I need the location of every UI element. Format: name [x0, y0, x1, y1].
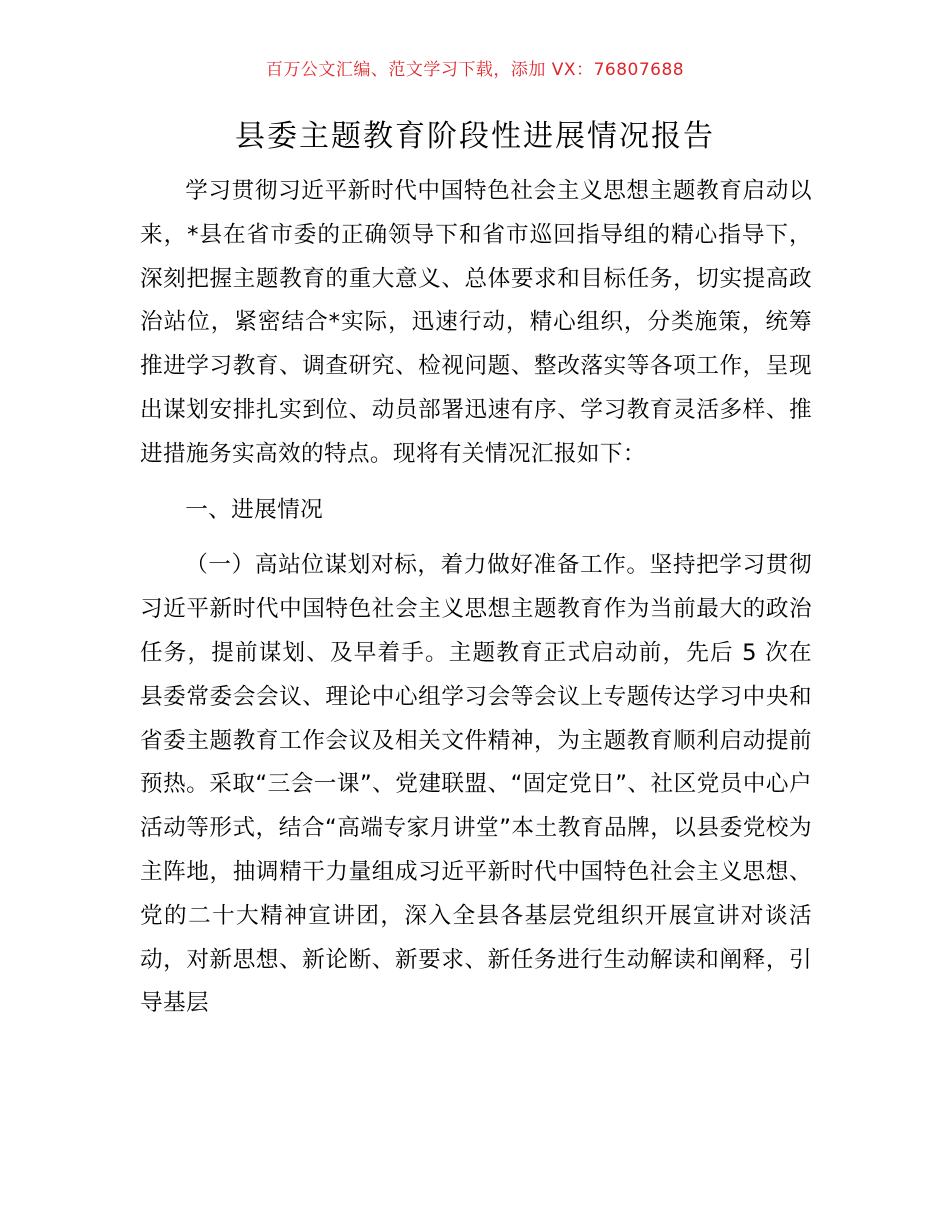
document-body — [140, 170, 812, 1026]
intro-paragraph: 学习贯彻习近平新时代中国特色社会主义思想主题教育启动以来，*县在省市委的正确领导下和省市巡回指导组的精心指导下，深刻把握主题教育的重大意义、总体要求和目标任务，切实提高政治站位，紧密结合*实际，迅速行动，精心组织，分类施策，统筹推进学习教育、调查研究、检视问题、整改落实等各项工作，呈现出谋划安排扎实到位、动员部署迅速有序、学习教育灵活多样、推进措施务实高效的特点。现将有关情况汇报如下： — [140, 178, 812, 467]
header-watermark-note: 百万公文汇编、范文学习下载，添加 VX：76807688 — [265, 60, 685, 80]
document-title: 县委主题教育阶段性进展情况报告 — [235, 119, 715, 154]
section-1-paragraph-1: （一）高站位谋划对标，着力做好准备工作。坚持把学习贯彻习近平新时代中国特色社会主义思想主题教育作为当前最大的政治任务，提前谋划、及早着手。主题教育正式启动前，先后 5 次在县委常委会会议、理论中心组学习会等会议上专题传达学习中央和省委主题教育工作会议及相关文件精神，为主题教育顺利启动提前预热。采取“三会一课”、党建联盟、“固定党日”、社区党员中心户活动等形式，结合“高端专家月讲堂”本土教育品牌，以县委党校为主阵地，抽调精干力量组成习近平新时代中国特色社会主义思想、党的二十大精神宣讲团，深入全县各基层党组织开展宣讲对谈活动，对新思想、新论断、新要求、新任务进行生动解读和阐释，引导基层 — [140, 552, 812, 1017]
section-heading-progress: 一、进展情况 — [185, 496, 324, 523]
